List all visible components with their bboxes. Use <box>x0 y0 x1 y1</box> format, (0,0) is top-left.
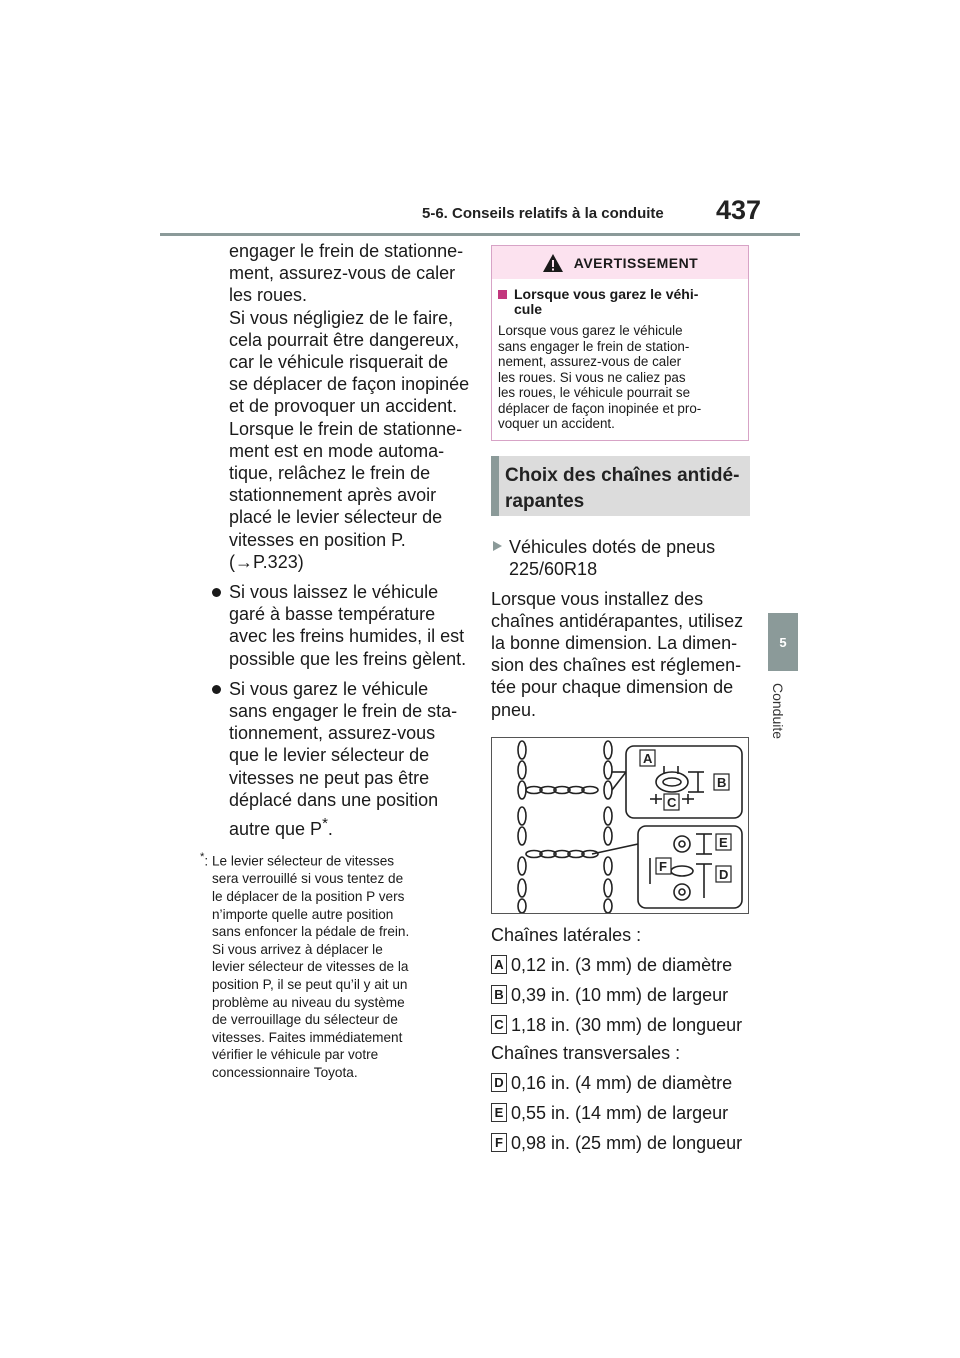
text-line: ment est en mode automa- <box>229 440 445 461</box>
section-title: 5-6. Conseils relatifs à la conduite <box>422 205 664 222</box>
text-line: et de provoquer un accident. <box>229 396 458 417</box>
text-line: Lorsque vous garez le véhi- <box>514 286 699 302</box>
spec-badge: E <box>491 1103 507 1122</box>
side-chains-label: Chaînes latérales : <box>491 924 642 945</box>
text-line: 225/60R18 <box>509 558 598 579</box>
bullet-dot-icon <box>212 588 221 597</box>
label-a: A <box>643 750 653 766</box>
text-line: Si vous négligiez de le faire, <box>229 307 454 328</box>
cross-chain-top <box>526 786 598 793</box>
warning-box <box>491 245 749 441</box>
text-line: sera verrouillé si vous tentez de <box>212 871 404 887</box>
spec-row <box>491 1072 750 1094</box>
text-line: Lorsque vous garez le véhicule <box>498 323 683 338</box>
footnote-marker: * <box>322 815 328 833</box>
text-line: la bonne dimension. La dimen- <box>491 632 738 653</box>
section-heading-box <box>491 456 750 516</box>
text-line: garé à basse température <box>229 604 436 625</box>
text-fragment: autre que P <box>229 819 323 840</box>
footnote-marker: * <box>200 851 205 864</box>
footnote <box>200 849 472 1081</box>
page-reference-link[interactable]: (→P.323) <box>229 551 304 572</box>
right-column <box>491 245 750 1154</box>
cross-chain-bottom <box>526 850 598 857</box>
section-accent-bar <box>491 456 499 516</box>
label-f: F <box>659 858 667 874</box>
text-line: nement, assurez-vous de caler <box>498 354 682 369</box>
chapter-label: Conduite <box>770 683 786 740</box>
text-line: position P, il se peut qu’il y ait un <box>212 976 408 992</box>
spec-text: 0,55 in. (14 mm) de largeur <box>511 1102 729 1123</box>
spec-badge: B <box>491 985 507 1004</box>
side-chain-left <box>518 741 526 913</box>
text-line: tique, relâchez le frein de <box>229 463 431 484</box>
warning-body <box>492 279 748 440</box>
body-paragraph <box>491 588 750 721</box>
text-line: car le véhicule risquerait de <box>229 352 449 373</box>
text-line: vitesses. Faites immédiatement <box>212 1029 403 1045</box>
text-line: sans engager le frein de station- <box>498 338 690 354</box>
spec-row <box>491 1132 750 1154</box>
text-line: vitesses ne peut pas être <box>229 767 430 788</box>
text-line: Choix des chaînes antidé- <box>505 464 740 486</box>
square-bullet-icon <box>498 290 507 299</box>
text-line: vérifier le véhicule par votre <box>212 1047 379 1063</box>
text-line: Lorsque vous installez des <box>491 588 704 609</box>
text-line: vitesses en position P. <box>229 529 406 550</box>
text-line: engager le frein de stationne- <box>229 241 464 261</box>
text-line: n’importe quelle autre position <box>212 906 394 922</box>
text-line: déplacé dans une position <box>229 789 439 810</box>
page-number: 437 <box>716 195 762 225</box>
text-line: tionnement, assurez-vous <box>229 723 436 744</box>
text-line: Si vous laissez le véhicule <box>229 582 439 603</box>
bullet-item <box>200 581 472 670</box>
footnote-body <box>200 870 472 1081</box>
side-chain-right <box>604 741 612 913</box>
text-line: possible que les freins gèlent. <box>229 648 467 669</box>
text-line: cule <box>514 301 543 317</box>
text-line: Si vous arrivez à déplacer le <box>212 941 383 957</box>
text-line: Véhicules dotés de pneus <box>509 536 716 557</box>
text-line: le déplacer de la position P vers <box>212 889 405 904</box>
bullet-item <box>200 678 472 840</box>
section-heading <box>505 463 739 515</box>
text-line: cela pourrait être dangereux, <box>229 329 460 350</box>
header-divider <box>160 233 800 236</box>
text-line: Lorsque le frein de stationne- <box>229 418 463 439</box>
spec-text: 0,98 in. (25 mm) de longueur <box>511 1132 743 1153</box>
text-line: les roues. Si vous ne caliez pas <box>498 369 686 385</box>
text-line: rapantes <box>505 490 585 512</box>
spec-text: 0,12 in. (3 mm) de diamètre <box>511 954 733 975</box>
triangle-bullet-icon <box>493 541 502 551</box>
text-line: de verrouillage du sélecteur de <box>212 1012 398 1028</box>
text-line: Si vous garez le véhicule <box>229 678 429 699</box>
spec-text: 0,16 in. (4 mm) de diamètre <box>511 1072 733 1093</box>
text-line: que le levier sélecteur de <box>229 745 430 766</box>
text-line: sion des chaînes est réglemen- <box>491 655 742 676</box>
warning-subtitle <box>498 287 742 317</box>
text-line: les roues, le véhicule pourrait se <box>498 385 691 400</box>
text-line: sans enfoncer la pédale de frein. <box>212 924 410 940</box>
spec-text: 0,39 in. (10 mm) de largeur <box>511 984 729 1005</box>
spec-badge: C <box>491 1015 507 1034</box>
text-line: déplacer de façon inopinée et pro- <box>498 400 702 416</box>
warning-header <box>492 246 748 279</box>
footnote-first-line: : Le levier sélecteur de vitesses <box>204 853 395 869</box>
text-line: sans engager le frein de sta- <box>229 701 458 722</box>
spec-text: 1,18 in. (30 mm) de longueur <box>511 1014 743 1035</box>
label-d: D <box>719 866 729 882</box>
text-line: concessionnaire Toyota. <box>212 1064 358 1080</box>
chain-diagram <box>491 737 749 914</box>
continued-text <box>200 240 472 573</box>
text-line: pneu. <box>491 699 537 720</box>
spec-badge: A <box>491 955 507 974</box>
text-line: les roues. <box>229 285 308 306</box>
text-line: ment, assurez-vous de caler <box>229 263 456 284</box>
spec-badge: D <box>491 1073 507 1092</box>
chapter-tab[interactable]: 5 <box>768 613 798 671</box>
tire-chain-illustration <box>492 738 748 913</box>
text-fragment: . <box>327 819 333 840</box>
spec-badge: F <box>491 1133 507 1152</box>
cross-chains-label: Chaînes transversales : <box>491 1042 681 1063</box>
spec-row <box>491 1102 750 1124</box>
bullet-dot-icon <box>212 685 221 694</box>
text-line: levier sélecteur de vitesses de la <box>212 959 409 975</box>
label-e: E <box>719 834 728 850</box>
label-b: B <box>717 774 727 790</box>
text-line: chaînes antidérapantes, utilisez <box>491 610 744 631</box>
text-line: tée pour chaque dimension de <box>491 677 734 698</box>
spec-row <box>491 954 750 976</box>
spec-row <box>491 984 750 1006</box>
vehicle-condition <box>491 536 750 580</box>
warning-triangle-icon <box>542 253 564 273</box>
text-line: placé le levier sélecteur de <box>229 507 443 528</box>
spec-row <box>491 1014 750 1036</box>
text-line: se déplacer de façon inopinée <box>229 374 470 395</box>
left-column <box>200 240 472 1082</box>
text-line: stationnement après avoir <box>229 485 437 506</box>
label-c: C <box>667 794 677 810</box>
text-line <box>229 813 472 840</box>
text-line: avec les freins humides, il est <box>229 626 465 647</box>
warning-title: AVERTISSEMENT <box>573 254 699 271</box>
text-line: voquer un accident. <box>498 416 615 431</box>
text-line: problème au niveau du système <box>212 994 405 1010</box>
